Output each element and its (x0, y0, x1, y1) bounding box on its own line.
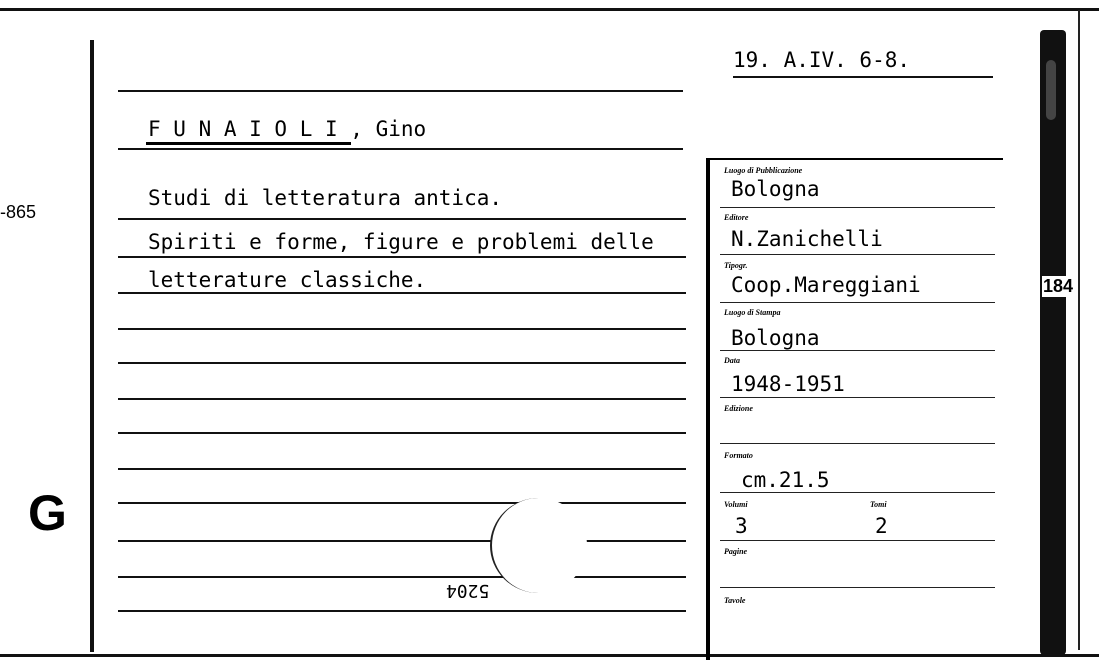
ruled-line (118, 576, 686, 578)
field-rule (720, 587, 995, 588)
ruled-line (118, 256, 686, 258)
author-heading: F U N A I O L I , Gino (148, 117, 427, 141)
ruled-line (118, 362, 686, 364)
call-number-underline (733, 76, 993, 78)
ruled-line (118, 502, 686, 504)
right-edge-mark: 184 (1043, 276, 1074, 296)
ruled-line (118, 468, 686, 470)
author-underline (146, 142, 351, 145)
field-label-date: Data (724, 356, 740, 365)
field-rule (720, 443, 995, 444)
right-edge-strip (1040, 30, 1066, 655)
ruled-line (118, 398, 686, 400)
field-rule (720, 207, 995, 208)
field-label-tomes: Tomi (870, 500, 887, 509)
ruled-line (118, 90, 683, 92)
field-label-edition: Edizione (724, 404, 753, 413)
field-label-place: Luogo di Pubblicazione (724, 166, 803, 175)
field-value-printer: Coop.Mareggiani (731, 273, 921, 297)
field-value-format: cm.21.5 (741, 468, 830, 492)
title-line-3: letterature classiche. (148, 268, 427, 292)
ruled-line (118, 218, 686, 220)
left-vertical-rule (90, 40, 94, 652)
margin-number: -865 (0, 202, 37, 222)
punch-hole (490, 498, 587, 593)
margin-letter: G (28, 485, 67, 541)
field-value-volumes: 3 (735, 514, 748, 538)
field-label-print-place: Luogo di Stampa (724, 308, 781, 317)
title-line-1: Studi di letteratura antica. (148, 186, 503, 210)
ruled-line (118, 432, 686, 434)
right-edge-strip-highlight (1046, 60, 1056, 120)
field-rule (720, 302, 995, 303)
field-rule (720, 492, 995, 493)
field-label-plates: Tavole (724, 596, 746, 605)
right-edge-thin-rule (1078, 10, 1080, 650)
field-value-tomes: 2 (875, 514, 888, 538)
field-rule (720, 350, 995, 351)
field-label-volumes: Volumi (724, 500, 748, 509)
field-label-pages: Pagine (724, 547, 748, 556)
field-rule (720, 540, 995, 541)
field-rule (720, 254, 995, 255)
field-value-print-place: Bologna (731, 326, 820, 350)
ruled-line (118, 328, 686, 330)
bottom-stamp: 5204 (446, 580, 490, 601)
ruled-line (118, 540, 686, 542)
call-number: 19. A.IV. 6-8. (733, 48, 911, 72)
field-label-format: Formato (724, 451, 753, 460)
title-line-2: Spiriti e forme, figure e problemi delle (148, 230, 654, 254)
ruled-line (118, 292, 686, 294)
field-label-publisher: Editore (724, 213, 749, 222)
ruled-line (118, 610, 686, 612)
field-label-printer: Tipogr. (724, 261, 748, 270)
field-value-publisher: N.Zanichelli (731, 227, 883, 251)
field-value-place: Bologna (731, 177, 820, 201)
field-value-date: 1948-1951 (731, 372, 845, 396)
field-rule (720, 397, 995, 398)
ruled-line (118, 148, 683, 150)
top-border (0, 8, 1099, 11)
